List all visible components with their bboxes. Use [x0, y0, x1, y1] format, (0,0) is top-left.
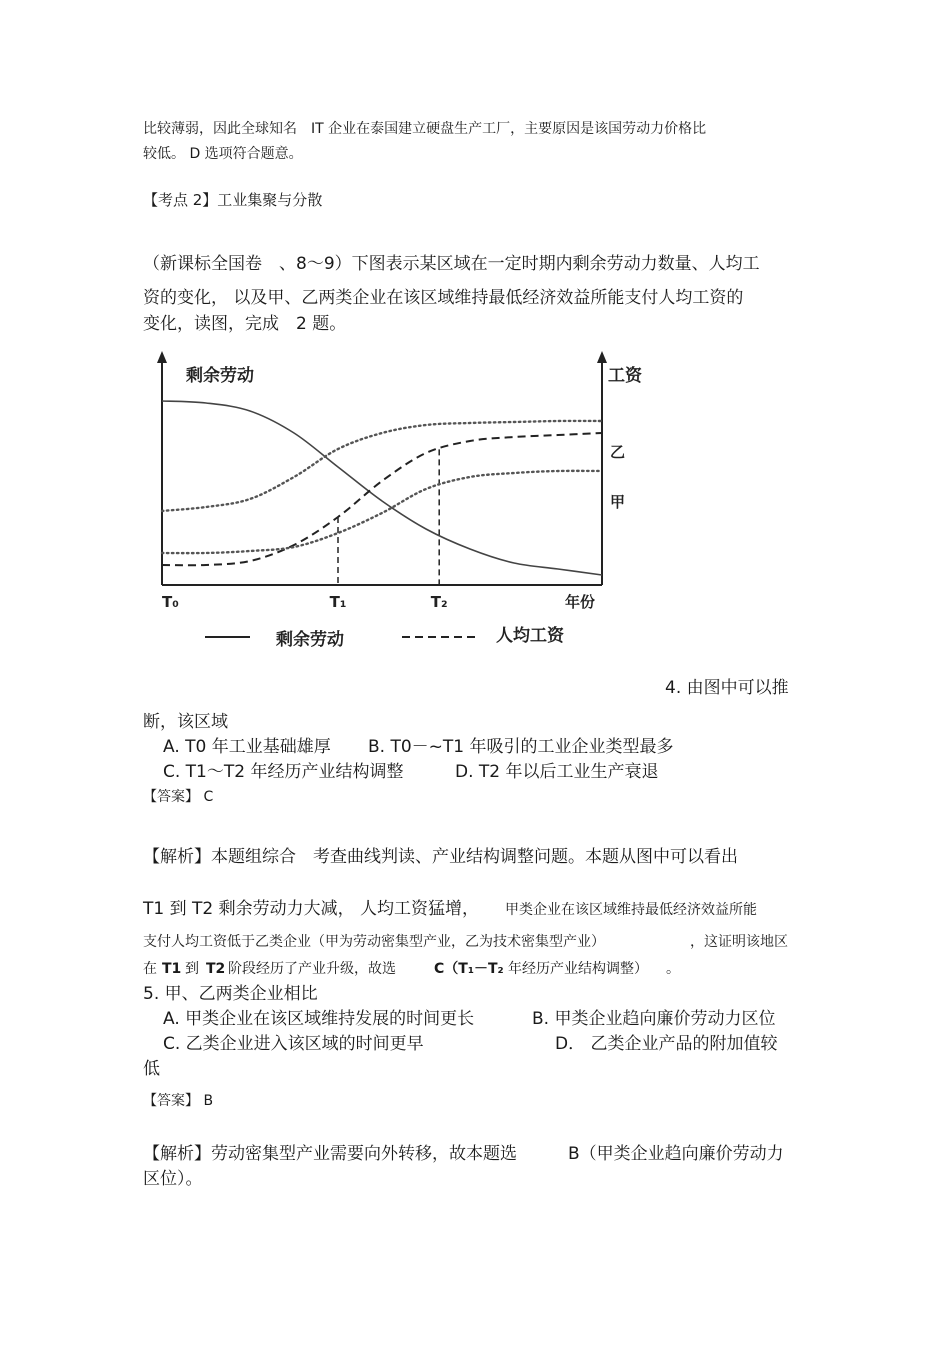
- q4-analysis-line-3b: ，这证明该地区: [690, 934, 788, 950]
- q4-analysis-line-4b: T1: [162, 961, 182, 977]
- q4-analysis-line-2a: T1 到 T2 剩余劳动力大减， 人均工资猛增，: [143, 899, 480, 919]
- q4-analysis-line-4f: C（T₁－T₂: [434, 961, 504, 977]
- q4-prefix: 4. 由图中可以推: [665, 678, 789, 698]
- q4-analysis-line-4g: 年经历产业结构调整）: [508, 961, 648, 977]
- q4-option-d: D. T2 年以后工业生产衰退: [455, 762, 659, 782]
- q5-analysis-line-1b: B（甲类企业趋向廉价劳动力: [568, 1144, 784, 1164]
- q4-answer: 【答案】 C: [143, 789, 214, 805]
- q4-analysis-line-4d: T2: [206, 961, 226, 977]
- labor-wage-chart: [150, 345, 650, 665]
- left-axis-arrow-icon: [157, 351, 167, 363]
- x-tick-year: 年份: [564, 593, 596, 611]
- q4-analysis-line-3a: 支付人均工资低于乙类企业（甲为劳动密集型产业，乙为技术密集型产业）: [143, 934, 605, 950]
- q4-analysis-line-2b: 甲类企业在该区域维持最低经济效益所能: [505, 902, 757, 918]
- question-stem-line-3: 变化，读图，完成 2 题。: [143, 314, 347, 334]
- q5-option-b: B. 甲类企业趋向廉价劳动力区位: [532, 1009, 776, 1029]
- question-stem-line-2: 资的变化， 以及甲、乙两类企业在该区域维持最低经济效益所能支付人均工资的: [143, 288, 744, 308]
- series-jia: [162, 471, 602, 553]
- series-surplus-labor: [162, 401, 602, 575]
- right-axis-label: 工资: [608, 366, 642, 386]
- q4-prefix-cont: 断，该区域: [143, 712, 228, 732]
- left-axis-label: 剩余劳动: [186, 366, 254, 386]
- section-heading: 【考点 2】工业集聚与分散: [143, 191, 323, 209]
- q5-answer: 【答案】 B: [143, 1093, 214, 1109]
- x-tick-t1: T₁: [329, 593, 347, 611]
- x-tick-t2: T₂: [430, 593, 448, 611]
- q5-option-d-cont: 低: [143, 1059, 160, 1079]
- legend-surplus-labor-label: 剩余劳动: [276, 630, 344, 650]
- series-yi: [162, 421, 602, 511]
- q4-analysis-line-4h: 。: [666, 961, 680, 977]
- series-label-yi: 乙: [610, 443, 626, 461]
- q5-option-c: C. 乙类企业进入该区域的时间更早: [163, 1034, 424, 1054]
- x-tick-t0: T₀: [162, 593, 179, 611]
- intro-line-1: 比较薄弱，因此全球知名 IT 企业在泰国建立硬盘生产工厂，主要原因是该国劳动力价格比: [143, 121, 707, 137]
- question-stem-line-1: （新课标全国卷 、8～9）下图表示某区域在一定时期内剩余劳动力数量、人均工: [143, 254, 760, 274]
- intro-line-2: 较低。 D 选项符合题意。: [143, 146, 303, 162]
- series-avg-wage: [162, 433, 602, 565]
- q5-stem: 5. 甲、乙两类企业相比: [143, 984, 318, 1004]
- q5-option-a: A. 甲类企业在该区域维持发展的时间更长: [163, 1009, 475, 1029]
- q4-analysis-line-4a: 在: [143, 961, 157, 977]
- q4-option-a: A. T0 年工业基础雄厚: [163, 737, 331, 757]
- q5-option-d: D． 乙类企业产品的附加值较: [555, 1034, 778, 1054]
- q4-analysis-line-4e: 阶段经历了产业升级，故选: [228, 961, 396, 977]
- q5-analysis-line-2: 区位）。: [143, 1169, 203, 1189]
- q4-analysis-line-4c: 到: [185, 961, 199, 977]
- q5-analysis-line-1a: 【解析】劳动密集型产业需要向外转移，故本题选: [143, 1144, 517, 1164]
- right-axis-arrow-icon: [597, 351, 607, 363]
- series-label-jia: 甲: [610, 493, 626, 511]
- legend-avg-wage-label: 人均工资: [496, 626, 564, 646]
- q4-analysis-line-1: 【解析】本题组综合 考查曲线判读、产业结构调整问题。本题从图中可以看出: [143, 847, 738, 867]
- q4-option-c: C. T1～T2 年经历产业结构调整: [163, 762, 404, 782]
- q4-option-b: B. T0－~T1 年吸引的工业企业类型最多: [368, 737, 674, 757]
